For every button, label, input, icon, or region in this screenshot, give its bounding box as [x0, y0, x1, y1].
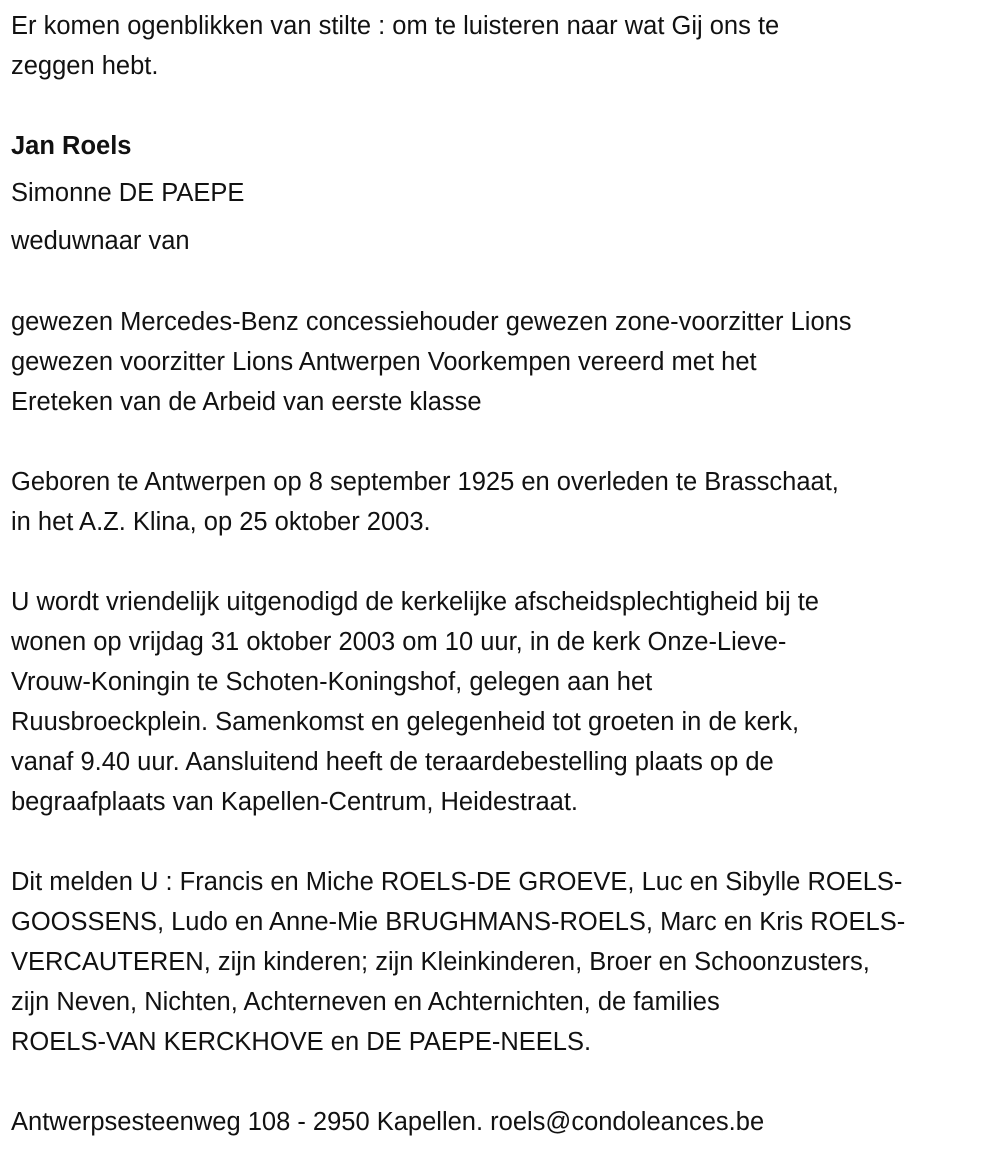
text-line: VERCAUTEREN, zijn kinderen; zijn Kleinkinderen, Broer en Schoonzusters, [11, 948, 870, 976]
titles-paragraph [11, 302, 852, 422]
text-line: Er komen ogenblikken van stilte : om te luisteren naar wat Gij ons te [11, 12, 780, 40]
ceremony-paragraph [11, 582, 819, 822]
intro-paragraph [11, 6, 779, 86]
text-line: U wordt vriendelijk uitgenodigd de kerkelijke afscheidsplechtigheid bij te [11, 588, 819, 616]
text-line: Dit melden U : Francis en Miche ROELS-DE GROEVE, Luc en Sibylle ROELS- [11, 868, 903, 896]
text-line: ROELS-VAN KERCKHOVE en DE PAEPE-NEELS. [11, 1028, 592, 1056]
text-line: gewezen voorzitter Lions Antwerpen Voorkempen vereerd met het [11, 348, 757, 376]
text-line: in het A.Z. Klina, op 25 oktober 2003. [11, 508, 431, 536]
relation [11, 221, 190, 261]
text-line: Ereteken van de Arbeid van eerste klasse [11, 388, 482, 416]
text-line: zeggen hebt. [11, 52, 159, 80]
address-text: Antwerpsesteenweg 108 - 2950 Kapellen. roels@condoleances.be [11, 1108, 765, 1136]
deceased-name [11, 126, 131, 166]
relation-text: weduwnaar van [11, 227, 190, 255]
text-line: zijn Neven, Nichten, Achterneven en Achternichten, de families [11, 988, 720, 1016]
text-line: Geboren te Antwerpen op 8 september 1925 en overleden te Brasschaat, [11, 468, 839, 496]
address-line [11, 1102, 764, 1142]
text-line: wonen op vrijdag 31 oktober 2003 om 10 uur, in de kerk Onze-Lieve- [11, 628, 787, 656]
family-paragraph [11, 862, 905, 1062]
text-line: begraafplaats van Kapellen-Centrum, Heidestraat. [11, 788, 578, 816]
birth-death-paragraph [11, 462, 839, 542]
spouse-text: Simonne DE PAEPE [11, 179, 245, 207]
text-line: Vrouw-Koningin te Schoten-Koningshof, gelegen aan het [11, 668, 653, 696]
text-line: vanaf 9.40 uur. Aansluitend heeft de teraardebestelling plaats op de [11, 748, 774, 776]
spouse-name [11, 173, 244, 213]
text-line: Ruusbroeckplein. Samenkomst en gelegenheid tot groeten in de kerk, [11, 708, 800, 736]
name-heading: Jan Roels [11, 132, 132, 160]
text-line: GOOSSENS, Ludo en Anne-Mie BRUGHMANS-ROELS, Marc en Kris ROELS- [11, 908, 906, 936]
text-line: gewezen Mercedes-Benz concessiehouder gewezen zone-voorzitter Lions [11, 308, 852, 336]
